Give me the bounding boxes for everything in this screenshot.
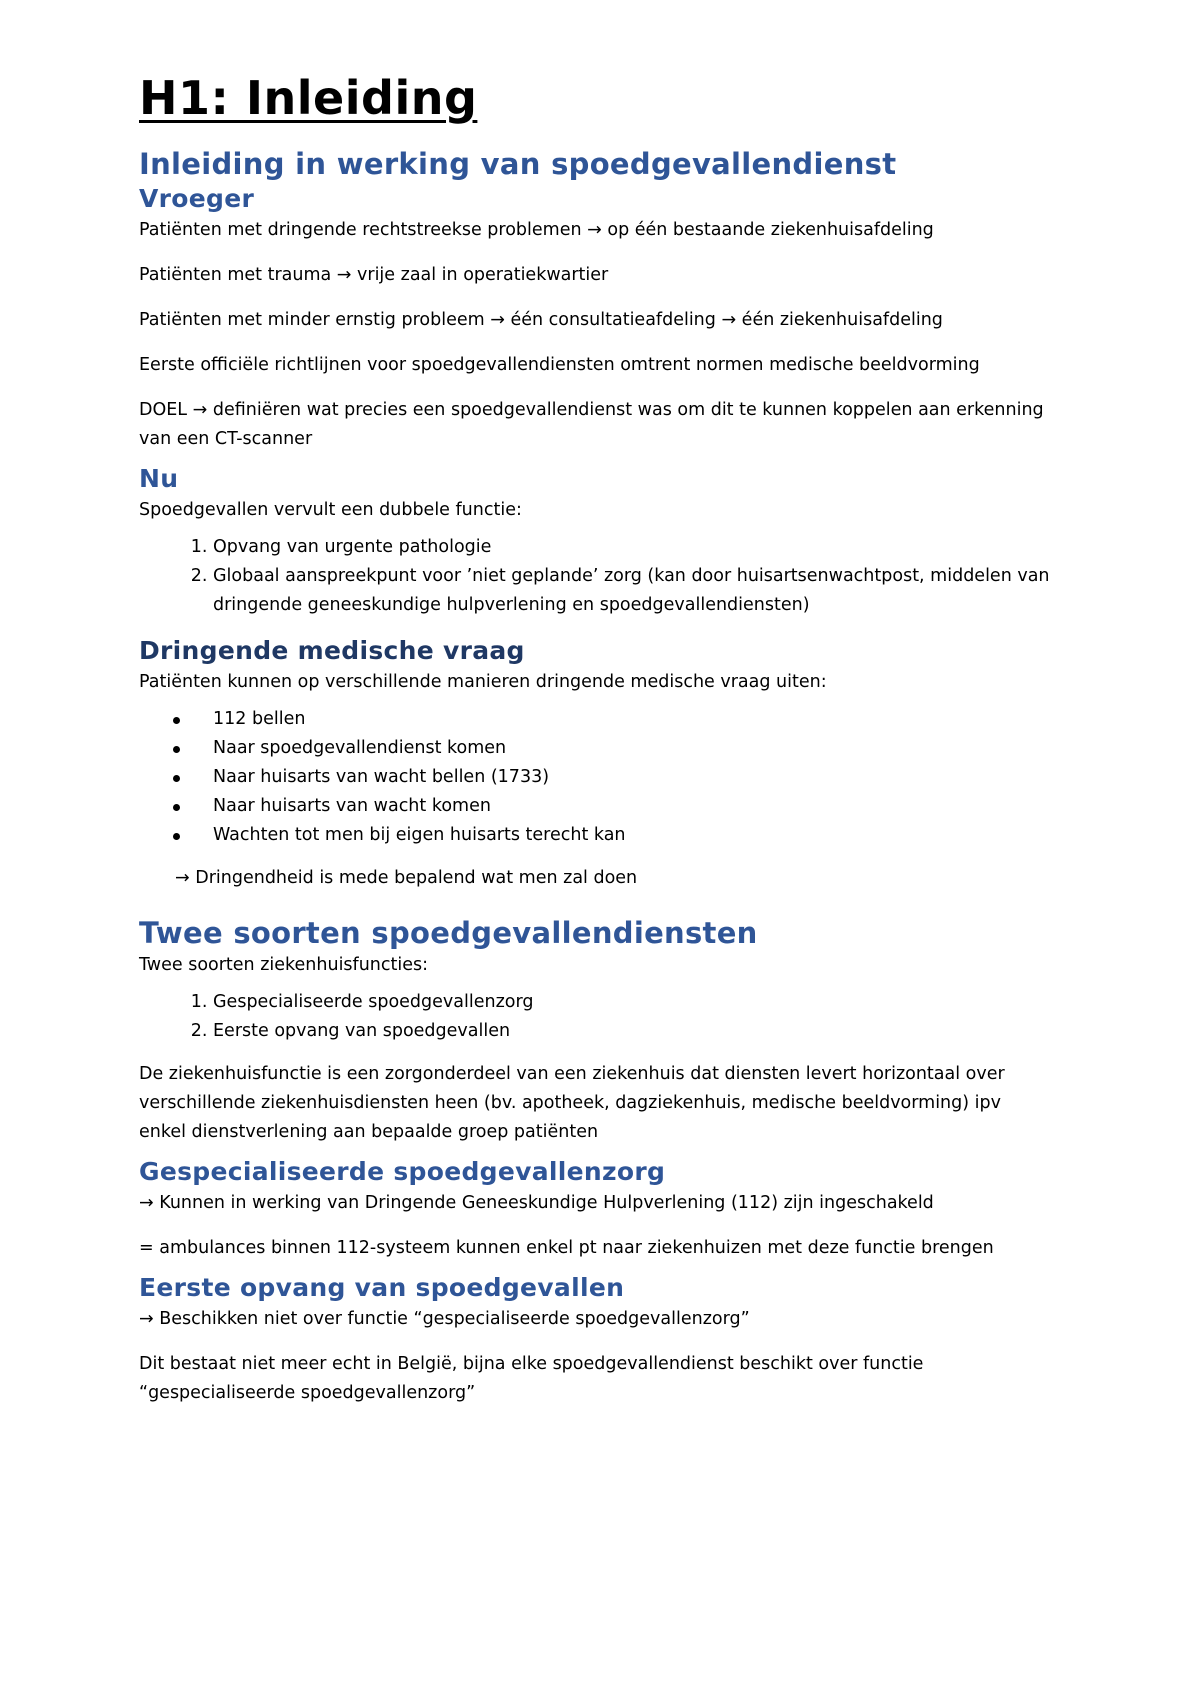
paragraph: De ziekenhuisfunctie is een zorgonderdeel van een ziekenhuis dat diensten levert horizontaal over verschillende ziekenhuisdiensten heen (bv. apotheek, dagziekenhuis, medische beeldvorming) ipv enkel dienstverlening aan bepaalde groep patiënten bbox=[139, 1064, 1005, 1142]
numbered-list bbox=[139, 988, 1050, 1046]
subheading-nu: Nu bbox=[139, 464, 179, 493]
list-item: 1. Gespecialiseerde spoedgevallenzorg bbox=[213, 988, 1050, 1017]
list-item: 112 bellen bbox=[213, 705, 1050, 734]
paragraph: → Kunnen in werking van Dringende Geneeskundige Hulpverlening (112) zijn ingeschakeld bbox=[139, 1193, 934, 1213]
subheading-dringende-medische-vraag: Dringende medische vraag bbox=[139, 636, 525, 665]
list-item: Naar huisarts van wacht bellen (1733) bbox=[213, 763, 1050, 792]
list-item: 2. Eerste opvang van spoedgevallen bbox=[213, 1017, 1050, 1046]
list-item: Naar huisarts van wacht komen bbox=[213, 792, 1050, 821]
subheading-gespecialiseerde: Gespecialiseerde spoedgevallenzorg bbox=[139, 1157, 666, 1186]
list-item: Naar spoedgevallendienst komen bbox=[213, 734, 1050, 763]
paragraph: → Beschikken niet over functie “gespecialiseerde spoedgevallenzorg” bbox=[139, 1309, 750, 1329]
section-heading-twee-soorten: Twee soorten spoedgevallendiensten bbox=[139, 916, 758, 950]
section-heading-inleiding: Inleiding in werking van spoedgevallendienst bbox=[139, 147, 897, 181]
list-item: 2. Globaal aanspreekpunt voor ’niet geplande’ zorg (kan door huisartsenwachtpost, middelen van dringende geneeskundige hulpverlening en spoedgevallendiensten) bbox=[213, 562, 1050, 620]
paragraph: DOEL → definiëren wat precies een spoedgevallendienst was om dit te kunnen koppelen aan erkenning van een CT-scanner bbox=[139, 400, 1044, 449]
paragraph: Eerste officiële richtlijnen voor spoedgevallendiensten omtrent normen medische beeldvorming bbox=[139, 355, 980, 375]
bullet-list bbox=[139, 705, 1050, 850]
paragraph: Patiënten met trauma → vrije zaal in operatiekwartier bbox=[139, 265, 609, 285]
conclusion-line: → Dringendheid is mede bepalend wat men zal doen bbox=[175, 868, 638, 888]
subheading-vroeger: Vroeger bbox=[139, 184, 255, 213]
paragraph: Patiënten met dringende rechtstreekse problemen → op één bestaande ziekenhuisafdeling bbox=[139, 220, 934, 240]
subheading-eerste-opvang: Eerste opvang van spoedgevallen bbox=[139, 1273, 625, 1302]
numbered-list bbox=[139, 533, 1050, 620]
paragraph: Twee soorten ziekenhuisfuncties: bbox=[139, 955, 429, 975]
paragraph: = ambulances binnen 112-systeem kunnen enkel pt naar ziekenhuizen met deze functie brengen bbox=[139, 1238, 994, 1258]
list-item: Wachten tot men bij eigen huisarts terecht kan bbox=[213, 821, 1050, 850]
paragraph: Patiënten kunnen op verschillende manieren dringende medische vraag uiten: bbox=[139, 672, 827, 692]
paragraph: Spoedgevallen vervult een dubbele functie: bbox=[139, 500, 522, 520]
list-item: 1. Opvang van urgente pathologie bbox=[213, 533, 1050, 562]
paragraph: Patiënten met minder ernstig probleem → één consultatieafdeling → één ziekenhuisafdeling bbox=[139, 310, 943, 330]
page-title: H1: Inleiding bbox=[139, 71, 478, 125]
paragraph: Dit bestaat niet meer echt in België, bijna elke spoedgevallendienst beschikt over functie “gespecialiseerde spoedgevallenzorg” bbox=[139, 1354, 924, 1403]
